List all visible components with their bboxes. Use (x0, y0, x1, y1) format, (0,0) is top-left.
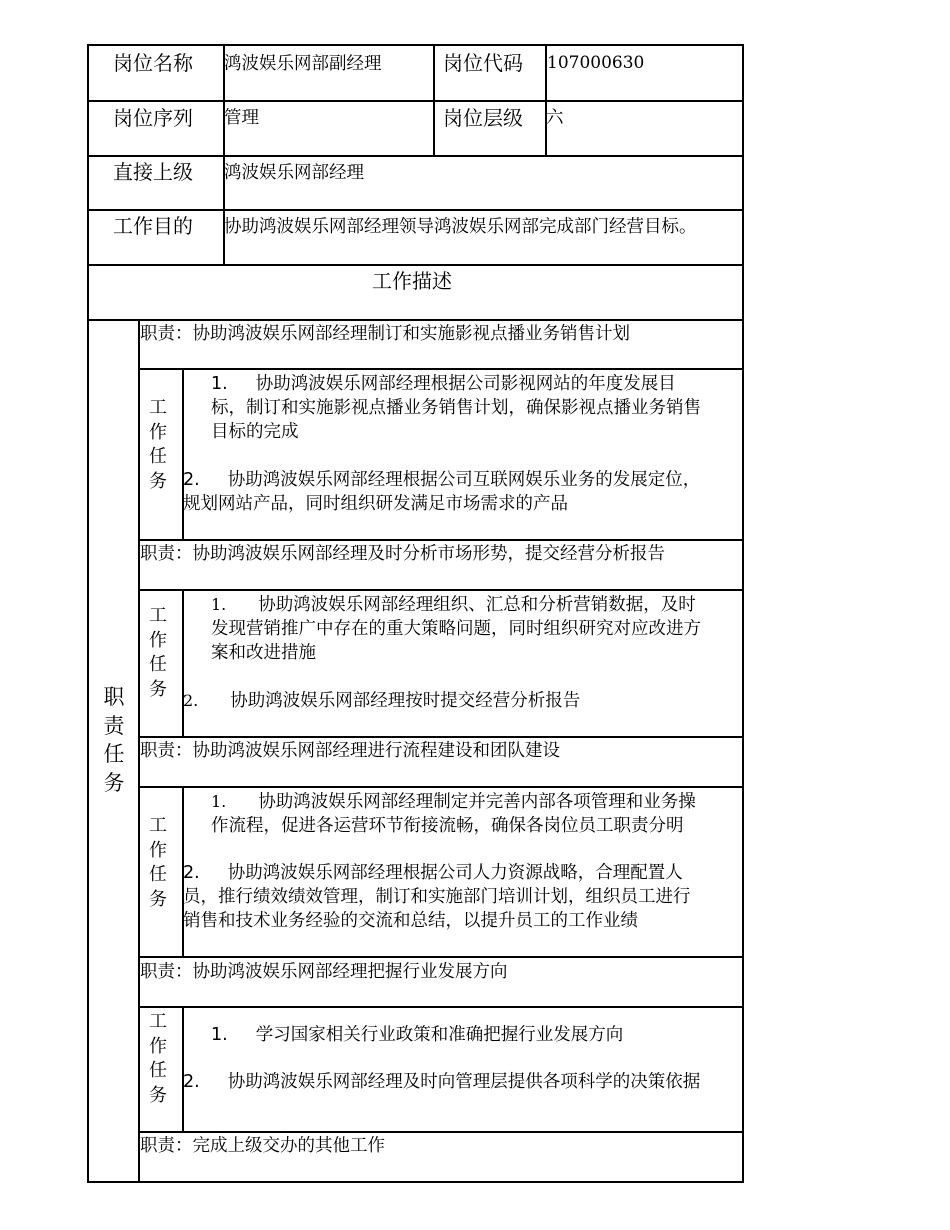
task-label: 工 作 任 务 (149, 397, 167, 492)
purpose-label: 工作目的 (113, 214, 193, 238)
supervisor-value: 鸿波娱乐网部经理 (224, 163, 364, 183)
purpose-value: 协助鸿波娱乐网部经理领导鸿波娱乐网部完成部门经营目标。 (224, 217, 697, 237)
task-label: 工 作 任 务 (149, 605, 167, 700)
task-item: 2. 协助鸿波娱乐网部经理及时向管理层提供各项科学的决策依据 (183, 1072, 701, 1092)
task-item: 1. 协助鸿波娱乐网部经理组织、汇总和分析营销数据，及时 发现营销推广中存在的重大策略问题，同时组织研究对应改进方 案和改进措施 (211, 595, 701, 663)
post-code-label: 岗位代码 (443, 51, 523, 75)
task-item: 2. 协助鸿波娱乐网部经理按时提交经营分析报告 (183, 691, 581, 711)
section-title: 工作描述 (372, 269, 452, 293)
series-label: 岗位序列 (113, 106, 193, 130)
side-label: 职 责 任 务 (103, 685, 125, 795)
duty-title: 职责：完成上级交办的其他工作 (140, 1136, 385, 1156)
duty-title: 职责：协助鸿波娱乐网部经理把握行业发展方向 (140, 962, 508, 982)
supervisor-label: 直接上级 (113, 160, 193, 184)
duty-title: 职责：协助鸿波娱乐网部经理制订和实施影视点播业务销售计划 (140, 324, 630, 344)
level-label: 岗位层级 (443, 106, 523, 130)
post-name-value: 鸿波娱乐网部副经理 (224, 54, 382, 74)
level-value: 六 (546, 108, 564, 128)
task-item: 2. 协助鸿波娱乐网部经理根据公司人力资源战略，合理配置人 员，推行绩效绩效管理，制订和实施部门培训计划，组织员工进行 销售和技术业务经验的交流和总结，以提升员工的工作业绩 (183, 863, 691, 931)
post-name-label: 岗位名称 (113, 51, 193, 75)
task-item: 1. 学习国家相关行业政策和准确把握行业发展方向 (211, 1025, 624, 1045)
series-value: 管理 (224, 108, 259, 128)
task-label: 工 作 任 务 (149, 1011, 167, 1106)
task-item: 1. 协助鸿波娱乐网部经理根据公司影视网站的年度发展目 标，制订和实施影视点播业务销售计划，确保影视点播业务销售 目标的完成 (211, 374, 701, 442)
duty-title: 职责：协助鸿波娱乐网部经理进行流程建设和团队建设 (140, 741, 560, 761)
duty-title: 职责：协助鸿波娱乐网部经理及时分析市场形势，提交经营分析报告 (140, 544, 665, 564)
post-code-value: 107000630 (547, 53, 645, 73)
task-item: 2. 协助鸿波娱乐网部经理根据公司互联网娱乐业务的发展定位， 规划网站产品，同时组织研发满足市场需求的产品 (183, 470, 701, 514)
task-item: 1. 协助鸿波娱乐网部经理制定并完善内部各项管理和业务操 作流程，促进各运营环节衔接流畅，确保各岗位员工职责分明 (211, 792, 696, 836)
task-label: 工 作 任 务 (149, 815, 167, 910)
